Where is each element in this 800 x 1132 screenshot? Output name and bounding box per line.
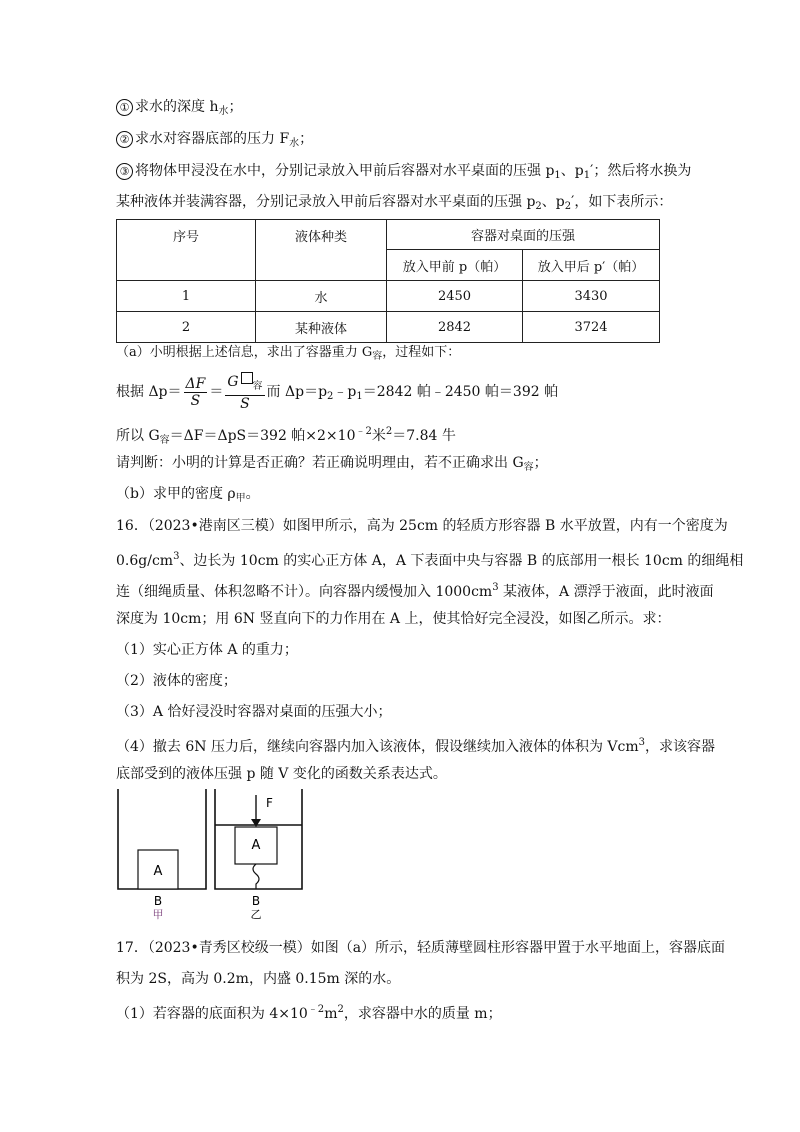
sub: 容 [159,435,170,446]
caption-yi: 乙 [250,908,262,920]
text: ＝ΔF＝ΔpS＝392 帕×2×10 [169,428,356,444]
cell-index: 2 [117,312,256,343]
sub: 容 [523,462,534,473]
cell-before: 2842 [387,312,523,343]
q16-sub-2: （2）液体的密度； [116,673,237,689]
text: （a）小明根据上述信息，求出了容器重力 G [116,345,373,360]
sup: 3 [492,582,499,593]
table-header-row [117,220,660,250]
text: 连（细绳质量、体积忽略不计）。向容器内缓慢加入 1000cm [116,584,493,600]
table-row [117,312,660,343]
cell-after: 3724 [523,312,660,343]
sub: 1 [583,170,591,181]
sup: ﹣2 [355,426,372,437]
frac-num [225,372,264,396]
text: ； [533,455,548,471]
sub: 2 [535,201,542,212]
item-1-sub: 水 [218,106,229,117]
sup: 3 [173,551,180,562]
text: m [324,1006,338,1022]
cell-liquid: 某种液体 [256,312,387,343]
q17-line-3 [116,1000,502,1024]
q17-line-2: 积为 2S，高为 0.2m，内盛 0.15m 深的水。 [116,971,401,987]
arrow-down-icon [251,819,261,827]
frac-num-g: G [227,374,239,390]
item-2-end: ； [299,131,314,147]
label-a: A [153,864,163,879]
cell-index: 1 [117,281,256,312]
fraction-dF-over-S [184,376,208,409]
q16-line-3 [116,578,714,602]
pressure-table [116,219,660,343]
fraction-G-over-S [225,372,264,412]
part-a-line-4 [116,453,548,478]
item-1-text: 求水的深度 h [135,99,219,115]
sub: 1 [554,170,561,181]
text: ＝2842 帕﹣2450 帕＝392 帕 [362,384,559,400]
text: ＝ [209,384,224,400]
item-2-text: 求水对容器底部的压力 F [135,131,290,147]
q17-line-1: 17．（2023•青秀区校级一模）如图（a）所示，轻质薄壁圆柱形容器甲置于水平地面上，容器底面 [116,940,726,956]
part-a-line-1 [116,343,460,367]
sub: 容 [372,351,383,362]
item-2 [116,129,313,154]
q16-sub-3: （3）A 恰好浸没时容器对桌面的压强大小； [116,704,392,720]
header-before: 放入甲前 p（帕） [387,250,523,281]
frac-den: S [190,392,201,409]
q16-sub-4-cont: 底部受到的液体压强 p 随 V 变化的函数关系表达式。 [116,766,447,782]
item-3-line2-a: 某种液体并装满容器，分别记录放入甲前后容器对水平桌面的压强 p [116,194,536,210]
sup: 3 [638,737,646,748]
header-liquid: 液体种类 [256,220,387,281]
frac-den: S [240,396,250,412]
item-3-text-a: 将物体甲浸没在水中，分别记录放入甲前后容器对水平桌面的压强 p [135,163,555,179]
header-index: 序号 [117,220,256,281]
text: 根据 Δp＝ [116,384,182,400]
sup: ﹣2 [307,1004,325,1015]
string [253,864,259,889]
sub: 2 [564,201,572,212]
cell-before: 2450 [387,281,523,312]
text: 而 Δp＝p [266,384,328,400]
sup: 2 [337,1004,344,1015]
part-a-line-3 [116,422,456,451]
cell-after: 3430 [523,281,660,312]
text: ，求该容器 [645,739,716,755]
text: 所以 G [116,428,160,444]
item-3-text-c: ′；然后将水换为 [590,163,692,179]
label-b: B [153,894,163,908]
sub: 甲 [235,493,246,504]
q16-line-4: 深度为 10cm；用 6N 竖直向下的力作用在 A 上，使其恰好完全浸没，如图乙所示。求： [116,611,671,627]
text: ，求容器中水的质量 m； [343,1006,502,1022]
text: 0.6g/cm [116,553,174,569]
figure-yi [215,789,302,920]
item-3-line2-b: 、p [541,194,565,210]
item-3-text-b: 、p [560,163,584,179]
q16-sub-4 [116,733,715,757]
q16-sub-1: （1）实心正方体 A 的重力； [116,642,298,658]
part-a-formula-line [116,372,558,410]
text: ﹣p [333,384,357,400]
label-f: F [266,796,273,810]
sup: 2 [385,426,393,437]
q16-line-1: 16．（2023•港南区三模）如图甲所示，高为 25cm 的轻质方形容器 B 水平放置，内有一个密度为 [116,518,728,534]
text: （1）若容器的底面积为 4×10 [116,1006,308,1022]
item-3-line-1 [116,161,691,186]
circled-number-2: ② [116,131,133,148]
text: 某液体，A 漂浮于液面，此时液面 [498,584,714,600]
text: ＝7.84 牛 [392,428,456,444]
placeholder-box-icon [241,372,253,384]
text: 。 [245,486,260,502]
figure-jia [118,789,206,920]
text: 请判断：小明的计算是否正确？若正确说明理由，若不正确求出 G [116,455,524,471]
cell-liquid: 水 [256,281,387,312]
text: ，过程如下： [382,345,461,360]
text: （4）撤去 6N 压力后，继续向容器内加入该液体，假设继续加入液体的体积为 Vcm [116,739,639,755]
item-1-end: ； [228,99,243,115]
q16-line-2 [116,547,743,571]
circled-number-3: ③ [116,163,133,180]
item-3-line2-c: ′，如下表所示： [571,194,673,210]
container-figure [110,785,310,920]
label-b: B [251,894,261,908]
item-1 [116,97,242,122]
header-pressure: 容器对桌面的压强 [387,220,660,250]
sub: 容 [252,381,263,392]
label-a: A [251,838,261,853]
header-after: 放入甲后 p′（帕） [523,250,660,281]
frac-num: ΔF [185,375,206,392]
circled-number-1: ① [116,99,133,116]
text: （b）求甲的密度 ρ [116,486,236,502]
part-b-line [116,484,260,509]
text: 米 [371,428,386,444]
sub: 1 [356,391,363,402]
caption-jia: 甲 [152,908,164,920]
text: 、边长为 10cm 的实心正方体 A，A 下表面中央与容器 B 的底部用一根长 10cm 的细绳相 [179,553,744,569]
item-3-line-2 [116,192,672,217]
table-row [117,281,660,312]
item-2-sub: 水 [289,138,300,149]
sub: 2 [327,391,334,402]
